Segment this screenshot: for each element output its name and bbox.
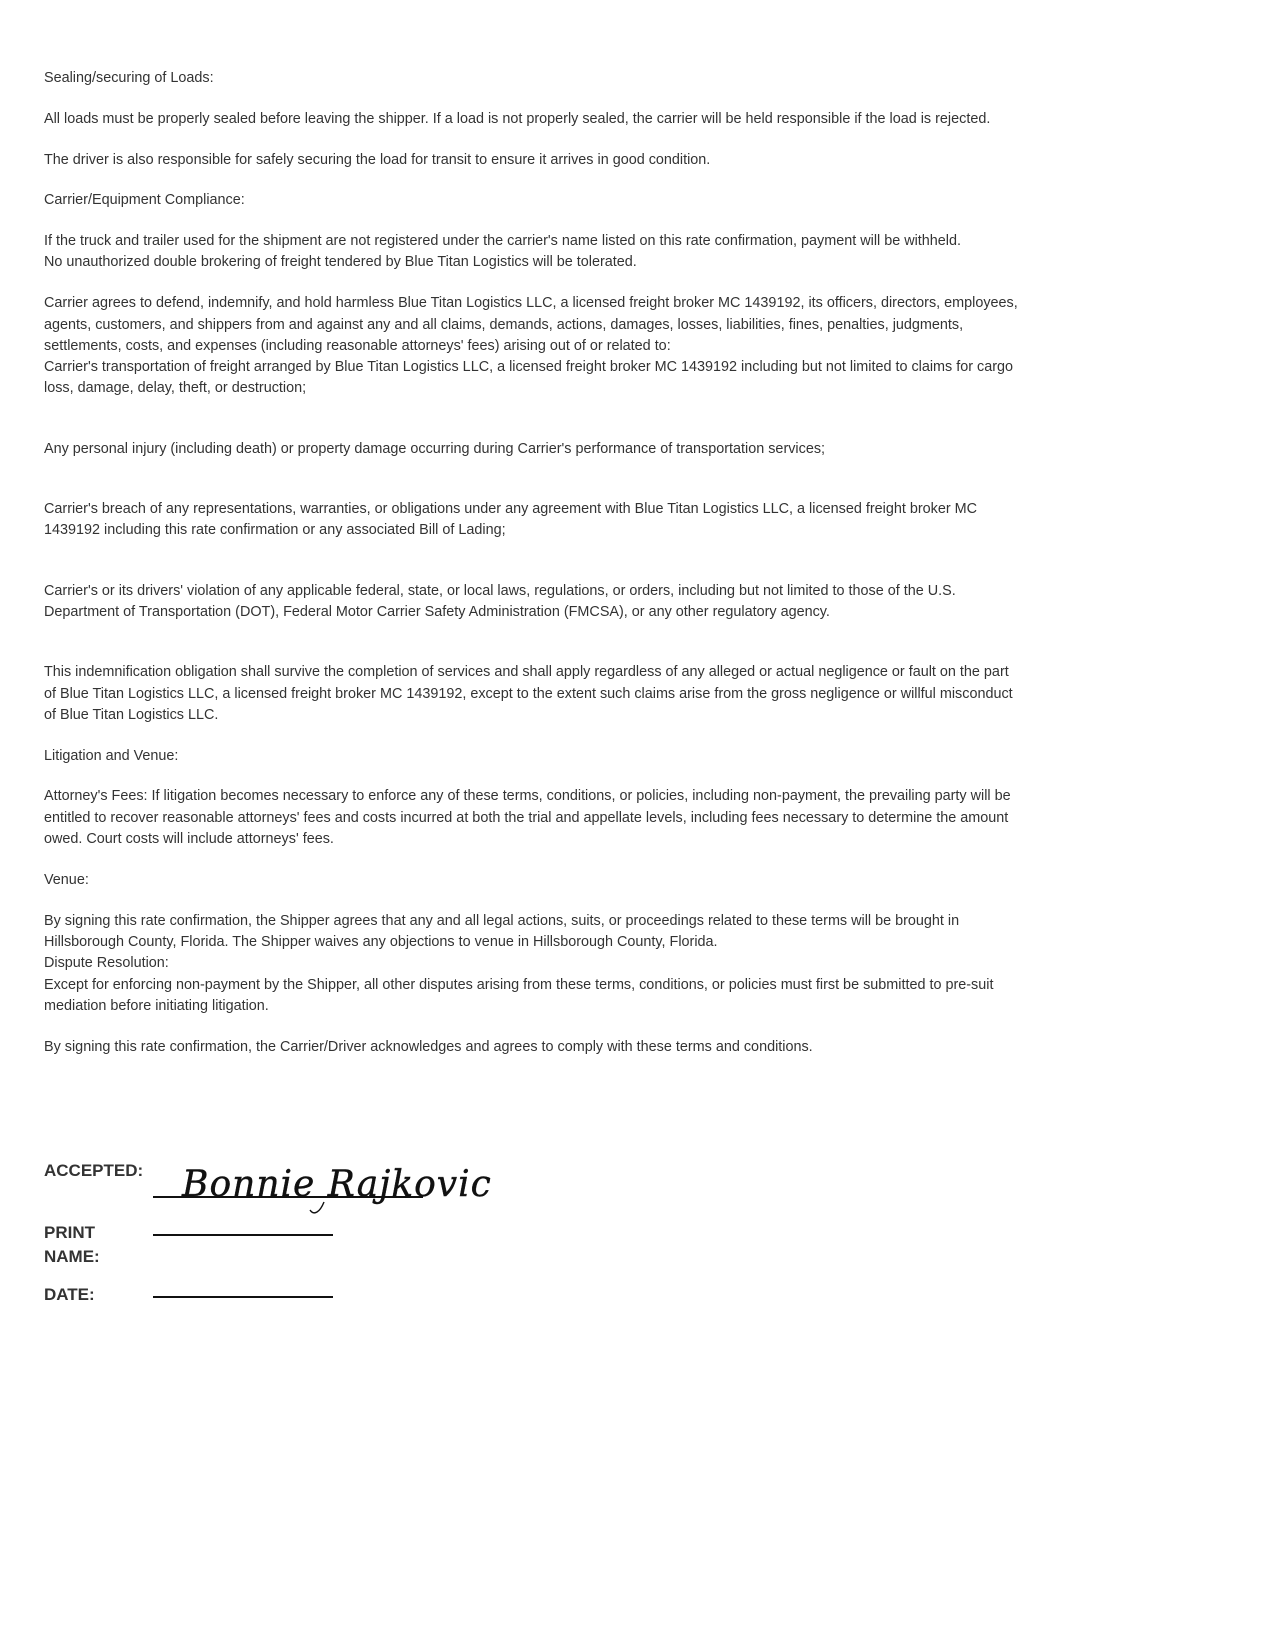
handwritten-signature <box>174 1150 494 1220</box>
document-paragraph: Dispute Resolution: <box>44 955 169 972</box>
signature-block <box>44 1160 644 1340</box>
document-paragraph: No unauthorized double brokering of freight tendered by Blue Titan Logistics will be tolerated. <box>44 254 637 271</box>
document-paragraph: Except for enforcing non-payment by the Shipper, all other disputes arising from these terms, conditions, or policies must first be submitted to pre-suit mediation before initiating litigation. <box>44 976 994 1014</box>
date-field[interactable] <box>153 1296 333 1298</box>
accepted-label: ACCEPTED: <box>44 1161 144 1180</box>
document-paragraph: All loads must be properly sealed before leaving the shipper. If a load is not properly sealed, the carrier will be held responsible if the load is rejected. <box>44 110 991 127</box>
document-paragraph: Carrier agrees to defend, indemnify, and hold harmless Blue Titan Logistics LLC, a licensed freight broker MC 1439192, its officers, directors, employees, agents, customers, and shippers from and against any and all claims, demands, actions, damages, losses, liabilities, fines, penalties, judgments, settlements, costs, and expenses (including reasonable attorneys' fees) arising out of or related to: <box>44 295 1018 354</box>
document-paragraph: Carrier's breach of any representations, warranties, or obligations under any agreement with Blue Titan Logistics LLC, a licensed freight broker MC 1439192 including this rate confirmation or any associated Bill of Lading; <box>44 501 978 539</box>
document-paragraph: Carrier/Equipment Compliance: <box>44 192 245 209</box>
document-paragraph: This indemnification obligation shall survive the completion of services and shall apply regardless of any alleged or actual negligence or fault on the part of Blue Titan Logistics LLC, a licensed freight broker MC 1439192, except to the extent such claims arise from the gross negligence or willful misconduct of Blue Titan Logistics LLC. <box>44 664 1013 723</box>
document-paragraph: Any personal injury (including death) or property damage occurring during Carrier's performance of transportation services; <box>44 440 826 457</box>
document-paragraph: Attorney's Fees: If litigation becomes necessary to enforce any of these terms, conditions, or policies, including non-payment, the prevailing party will be entitled to recover reasonable attorneys' fees and costs incurred at both the trial and appellate levels, including fees necessary to determine the amount owed. Court costs will include attorneys' fees. <box>44 788 1011 848</box>
signature-script: Bonnie Rajkovic <box>182 1164 492 1205</box>
document-paragraph: If the truck and trailer used for the shipment are not registered under the carrier's name listed on this rate confirmation, payment will be withheld. <box>44 233 962 250</box>
document-paragraph: Venue: <box>44 871 89 888</box>
document-paragraph: By signing this rate confirmation, the Shipper agrees that any and all legal actions, suits, or proceedings related to these terms will be brought in Hillsborough County, Florida. The Shipper waives any objections to venue in Hillsborough County, Florida. <box>44 912 960 950</box>
document-paragraph: The driver is also responsible for safely securing the load for transit to ensure it arrives in good condition. <box>44 151 711 168</box>
print-name-label-line1: PRINT <box>44 1223 95 1242</box>
print-name-label-line2: NAME: <box>44 1247 100 1266</box>
document-paragraph: Carrier's or its drivers' violation of any applicable federal, state, or local laws, regulations, or orders, including but not limited to those of the U.S. Department of Transportation (DOT), Federal Motor Carrier Safety Administration (FMCSA), or any other regulatory agency. <box>44 582 956 620</box>
document-paragraph: Litigation and Venue: <box>44 747 179 764</box>
print-name-field[interactable] <box>153 1234 333 1236</box>
document-paragraph: By signing this rate confirmation, the Carrier/Driver acknowledges and agrees to comply with these terms and conditions. <box>44 1038 813 1055</box>
terms-document <box>44 68 1024 1058</box>
document-paragraph: Carrier's transportation of freight arranged by Blue Titan Logistics LLC, a licensed freight broker MC 1439192 including but not limited to claims for cargo loss, damage, delay, theft, or destruction; <box>44 359 1014 397</box>
date-label: DATE: <box>44 1285 95 1304</box>
document-paragraph: Sealing/securing of Loads: <box>44 70 214 86</box>
